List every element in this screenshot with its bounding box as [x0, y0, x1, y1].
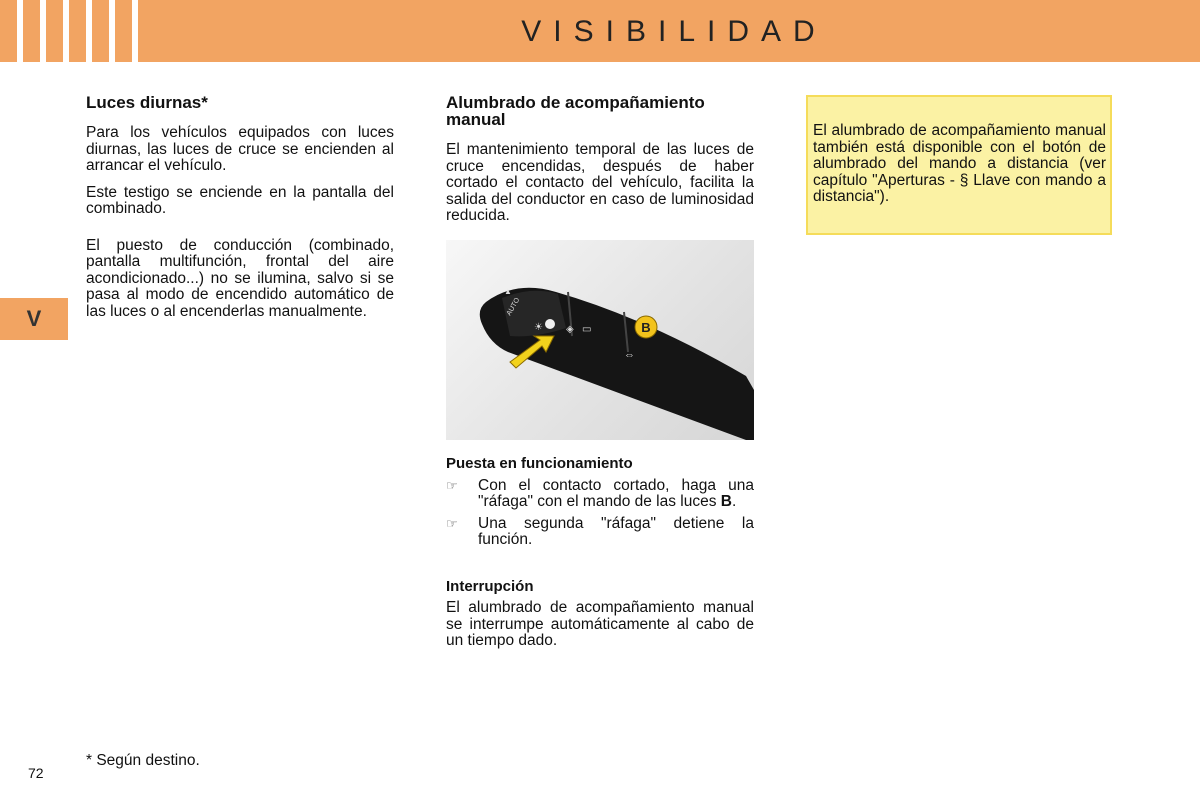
- left-column: [86, 94, 394, 330]
- paragraph: El puesto de conducción (combinado, pantalla multifunción, frontal del aire acondicionado...) no se ilumina, salvo si se pasa al modo de encendido automático de las luces o al encenderlas manualmente.: [86, 236, 394, 320]
- svg-text:☀: ☀: [534, 322, 543, 333]
- svg-text:▲: ▲: [504, 287, 512, 296]
- subheading-puesta: Puesta en funcionamiento: [446, 455, 633, 472]
- hand-pointer-icon: ☞: [446, 477, 458, 493]
- middle-column-lower: [446, 456, 754, 660]
- subheading-interrupcion: Interrupción: [446, 577, 534, 595]
- svg-text:⇔: ⇔: [624, 349, 635, 361]
- section-heading-acompanamiento: Alumbrado de acompañamiento manual: [446, 93, 705, 129]
- stalk-illustration: [446, 240, 754, 440]
- svg-text:AUTO: AUTO: [505, 296, 522, 317]
- chapter-tab[interactable]: V: [0, 298, 68, 340]
- page-number: 72: [28, 765, 44, 781]
- section-heading-luces-diurnas: Luces diurnas*: [86, 93, 208, 112]
- svg-text:◈: ◈: [566, 324, 574, 335]
- paragraph: El alumbrado de acompañamiento manual se interrumpe automáticamente al cabo de un tiempo dado.: [446, 599, 754, 649]
- middle-column: [446, 94, 754, 235]
- list-item: ☞ Una segunda "ráfaga" detiene la función.: [446, 514, 754, 548]
- info-box: El alumbrado de acompañamiento manual también está disponible con el botón de alumbrado del mando a distancia (ver capítulo "Aperturas - § Llave con mando a distancia").: [806, 95, 1112, 235]
- hand-pointer-icon: ☞: [446, 515, 458, 531]
- light-stalk-image: [446, 240, 754, 440]
- header-stripes: [0, 0, 148, 62]
- svg-text:▭: ▭: [582, 324, 592, 335]
- svg-text:B: B: [641, 320, 651, 335]
- footnote: * Según destino.: [86, 752, 200, 769]
- paragraph: El mantenimiento temporal de las luces de cruce encendidas, después de haber cortado el contacto del vehículo, facilita la salida del conductor en caso de luminosidad reducida.: [446, 141, 754, 224]
- header-bar: [0, 0, 1200, 62]
- paragraph: Este testigo se enciende en la pantalla del combinado.: [86, 183, 394, 217]
- list-item: ☞ Con el contacto cortado, haga una "ráfaga" con el mando de las luces B.: [446, 476, 754, 510]
- page-title: VISIBILIDAD: [521, 15, 827, 48]
- paragraph: Para los vehículos equipados con luces diurnas, las luces de cruce se encienden al arrancar el vehículo.: [86, 124, 394, 174]
